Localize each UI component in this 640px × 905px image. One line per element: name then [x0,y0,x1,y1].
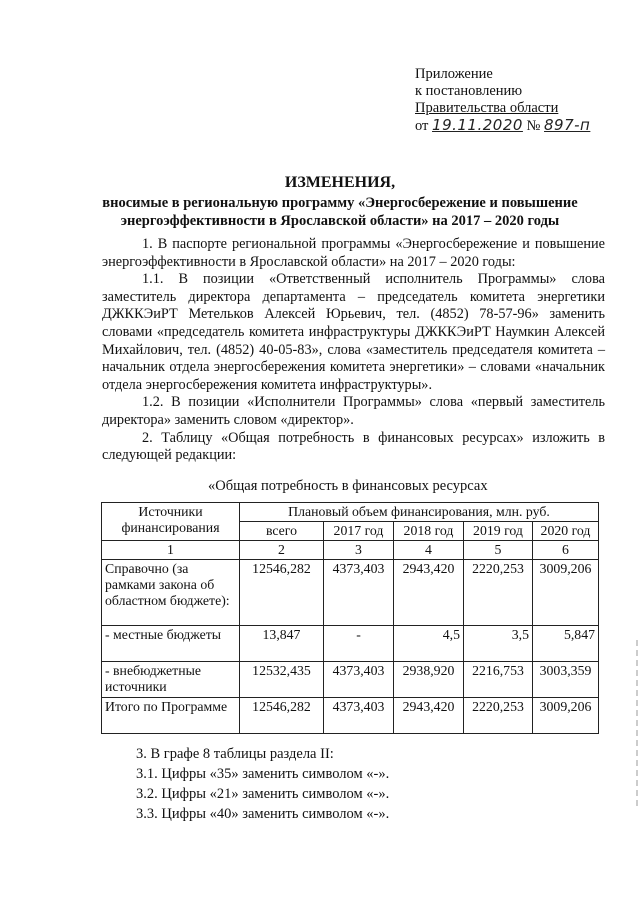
paragraph-1: 1. В паспорте региональной программы «Энергосбережение и повышение энергоэффективности в Ярославской области» на 2017 – 2020 годы: [102,236,605,270]
cell-value: 2216,753 [464,662,533,698]
handwritten-date: 19.11.2020 [432,116,523,134]
header-plan: Плановый объем финансирования, млн. руб. [240,503,599,522]
table-row [102,698,599,734]
cell-value: 3009,206 [533,698,599,734]
cell-value: 4,5 [394,626,464,662]
paragraph-1-1: 1.1. В позиции «Ответственный исполнитель Программы» слова заместитель директора департамента – председатель комитета энергетики ДЖККЭиРТ Метельков Алексей Юрьевич, тел. (4852) 78-57-96» заменить словами «председатель комитета инфраструктуры ДЖККЭиРТ Наумкин Алексей Михайлович, тел. (4852) 40-05-83», слова «заместитель председателя комитета – начальник отдела энергосбережения комитета энергетики» – словами «начальник отдела энергосбережения комитета инфраструктуры». [102,271,605,393]
col-number: 4 [394,541,464,560]
col-number: 1 [102,541,240,560]
header-source: Источники финансирования [102,503,240,541]
title-main: ИЗМЕНЕНИЯ, [284,174,396,191]
cell-value: 2943,420 [394,698,464,734]
scan-edge-artifact [636,640,638,810]
col-number: 3 [324,541,394,560]
cell-value: 2220,253 [464,698,533,734]
cell-value: 2943,420 [394,560,464,626]
table-number-row [102,541,599,560]
cell-value: - [324,626,394,662]
cell-value: 5,847 [533,626,599,662]
appendix-block [415,66,615,135]
table-caption: «Общая потребность в финансовых ресурсах [208,478,488,494]
handwritten-number: 897-п [544,116,591,134]
cell-value: 12532,435 [240,662,324,698]
after-table-text [136,744,596,824]
subheader-2020: 2020 год [533,522,599,541]
cell-value: 4373,403 [324,560,394,626]
cell-value: 4373,403 [324,662,394,698]
appendix-line-1: Приложение [415,66,493,82]
finance-table [101,502,599,734]
appendix-line-2: к постановлению [415,83,523,99]
row-label: - внебюджетные источники [102,662,240,698]
col-number: 5 [464,541,533,560]
subheader-2017: 2017 год [324,522,394,541]
document-body [102,236,605,465]
paragraph-3: 3. В графе 8 таблицы раздела II: [136,746,334,762]
subheader-2018: 2018 год [394,522,464,541]
appendix-line-3: Правительства области [415,100,559,116]
table-row [102,626,599,662]
cell-value: 4373,403 [324,698,394,734]
row-label: - местные бюджеты [102,626,240,662]
cell-value: 3,5 [464,626,533,662]
cell-value: 12546,282 [240,560,324,626]
appendix-date-line [415,117,615,135]
cell-value: 3009,206 [533,560,599,626]
cell-value: 12546,282 [240,698,324,734]
table-row [102,560,599,626]
cell-value: 2220,253 [464,560,533,626]
row-label: Справочно (за рамками закона об областном бюджете): [102,560,240,626]
cell-value: 3003,359 [533,662,599,698]
number-prefix: № [526,118,541,134]
date-prefix: от [415,118,429,134]
document-title [70,174,610,230]
cell-value: 13,847 [240,626,324,662]
paragraph-2: 2. Таблицу «Общая потребность в финансовых ресурсах» изложить в следующей редакции: [102,429,605,464]
subheader-2019: 2019 год [464,522,533,541]
table-header-row [102,503,599,522]
paragraph-3-1: 3.1. Цифры «35» заменить символом «-». [136,766,390,782]
col-number: 2 [240,541,324,560]
table-row [102,662,599,698]
paragraph-1-2: 1.2. В позиции «Исполнители Программы» слова «первый заместитель директора» заменить словом «директор». [102,394,605,428]
subheader-total: всего [240,522,324,541]
col-number: 6 [533,541,599,560]
title-sub: вносимые в региональную программу «Энергосбережение и повышение энергоэффективности в Ярославской области» на 2017 – 2020 годы [102,195,578,229]
cell-value: 2938,920 [394,662,464,698]
paragraph-3-2: 3.2. Цифры «21» заменить символом «-». [136,786,390,802]
row-label: Итого по Программе [102,698,240,734]
paragraph-3-3: 3.3. Цифры «40» заменить символом «-». [136,806,390,822]
